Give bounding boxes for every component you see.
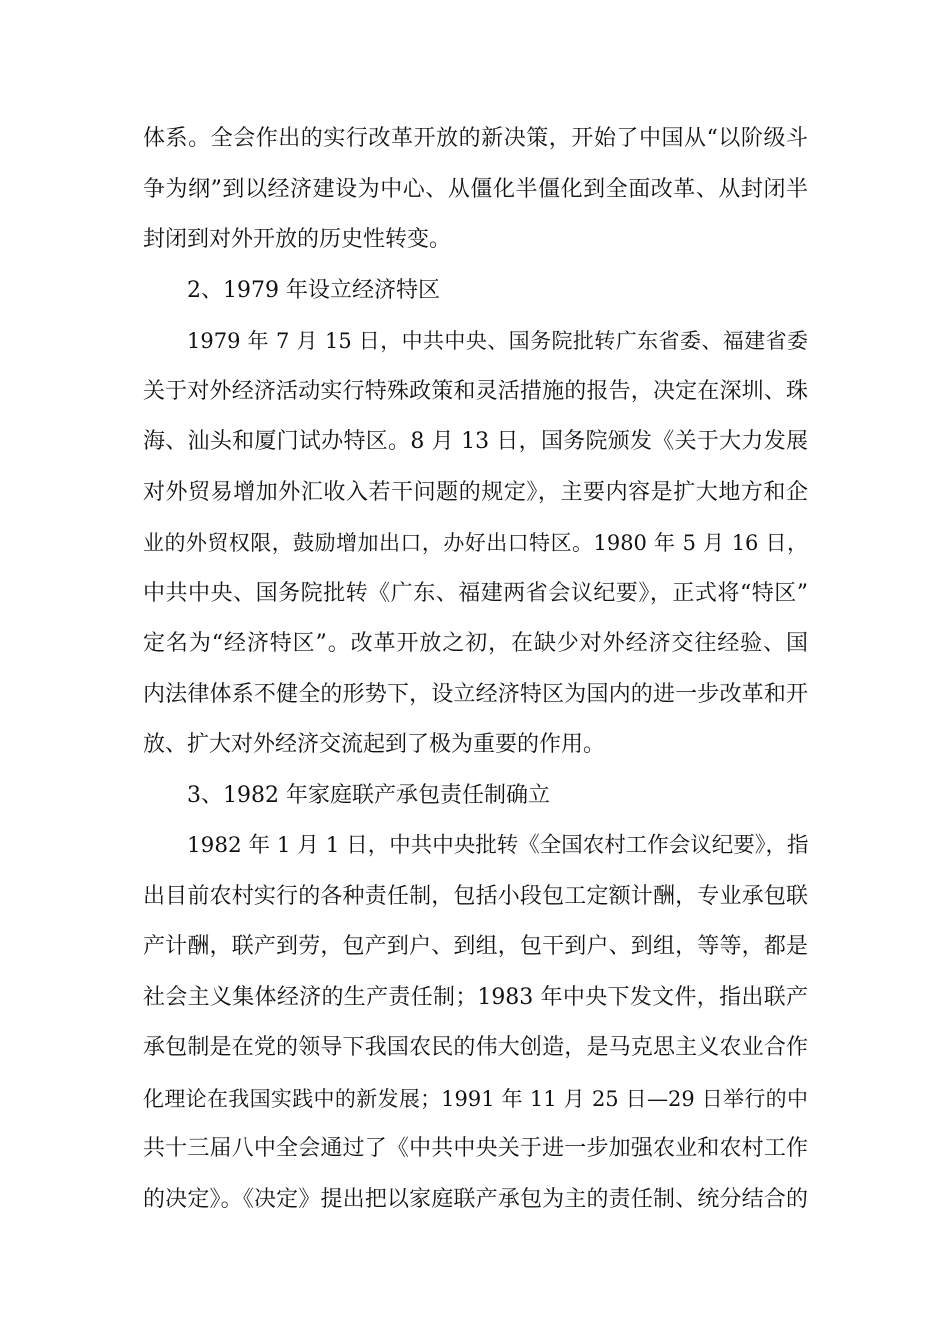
paragraph-line: 业的外贸权限，鼓励增加出口，办好出口特区。1980 年 5 月 16 日， — [143, 531, 808, 555]
paragraph-line: 产计酬，联产到劳，包产到户、到组，包干到户、到组，等等，都是 — [143, 934, 808, 959]
paragraph-line: 中共中央、国务院批转《广东、福建两省会议纪要》，正式将“特区” — [143, 581, 808, 606]
paragraph-line: 出目前农村实行的各种责任制，包括小段包工定额计酬，专业承包联 — [143, 884, 808, 909]
paragraph-line: 海、汕头和厦门试办特区。8 月 13 日，国务院颁发《关于大力发展 — [143, 429, 808, 454]
paragraph-line: 体系。全会作出的实行改革开放的新决策，开始了中国从“以阶级斗 — [143, 126, 808, 151]
paragraph-line: 放、扩大对外经济交流起到了极为重要的作用。 — [143, 732, 606, 757]
section-heading: 3、1982 年家庭联产承包责任制确立 — [187, 783, 550, 808]
paragraph-line: 承包制是在党的领导下我国农民的伟大创造，是马克思主义农业合作 — [143, 1035, 808, 1060]
section-heading: 2、1979 年设立经济特区 — [187, 278, 440, 303]
paragraph-line: 争为纲”到以经济建设为中心、从僵化半僵化到全面改革、从封闭半 — [143, 177, 808, 202]
paragraph-line: 关于对外经济活动实行特殊政策和灵活措施的报告，决定在深圳、珠 — [143, 379, 808, 404]
paragraph-line: 封闭到对外开放的历史性转变。 — [143, 227, 452, 252]
paragraph-line: 社会主义集体经济的生产责任制；1983 年中央下发文件，指出联产 — [143, 985, 808, 1010]
paragraph-line: 内法律体系不健全的形势下，设立经济特区为国内的进一步改革和开 — [143, 682, 808, 707]
paragraph-line: 1982 年 1 月 1 日，中共中央批转《全国农村工作会议纪要》，指 — [187, 833, 809, 858]
paragraph-line: 1979 年 7 月 15 日，中共中央、国务院批转广东省委、福建省委 — [187, 329, 808, 353]
paragraph-line: 对外贸易增加外汇收入若干问题的规定》，主要内容是扩大地方和企 — [143, 480, 808, 505]
paragraph-line: 的决定》。《决定》提出把以家庭联产承包为主的责任制、统分结合的 — [143, 1187, 808, 1212]
paragraph-line: 共十三届八中全会通过了《中共中央关于进一步加强农业和农村工作 — [143, 1136, 808, 1161]
paragraph-line: 定名为“经济特区”。改革开放之初，在缺少对外经济交往经验、国 — [143, 631, 808, 656]
paragraph-line: 化理论在我国实践中的新发展；1991 年 11 月 25 日—29 日举行的中 — [143, 1087, 808, 1111]
